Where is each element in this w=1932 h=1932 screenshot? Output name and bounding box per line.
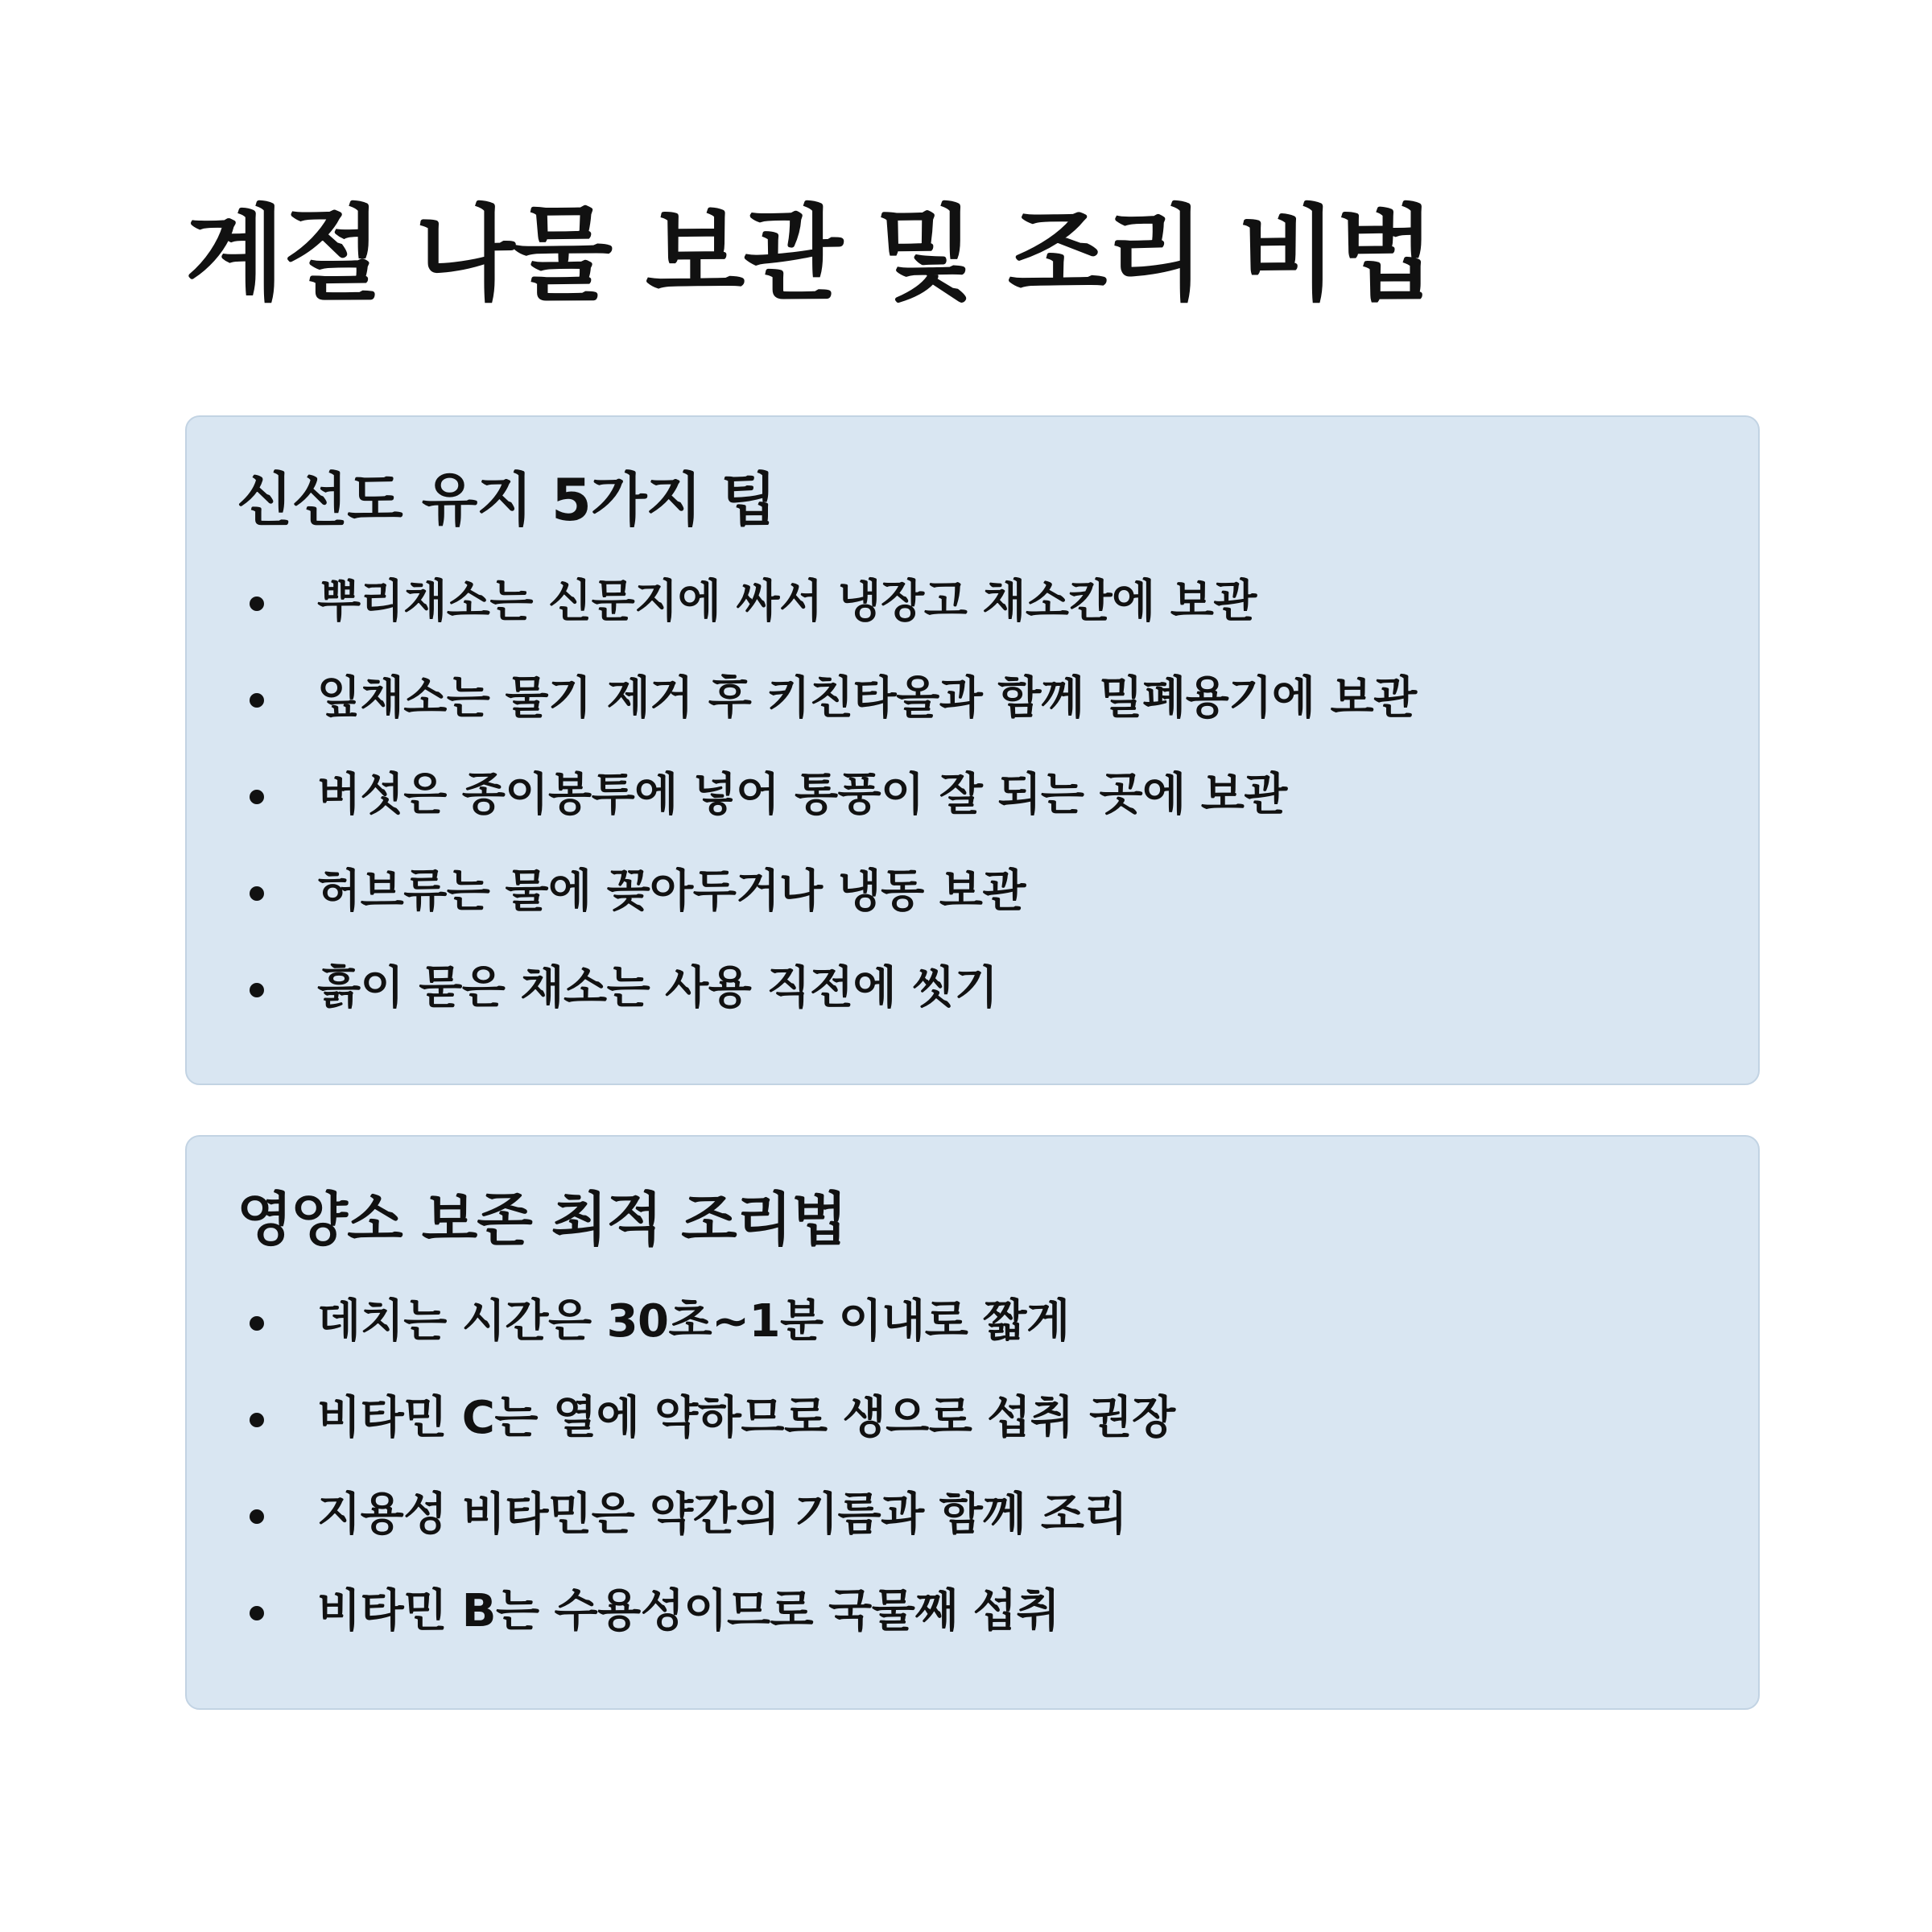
bullet-icon bbox=[250, 693, 264, 708]
bullet-icon bbox=[250, 1606, 264, 1620]
freshness-tips-heading: 신선도 유지 5가지 팁 bbox=[237, 465, 776, 534]
page-title: 계절 나물 보관 및 조리 비법 bbox=[185, 195, 1434, 315]
nutrient-cooking-list bbox=[237, 1274, 1708, 1660]
list-item-text: 허브류는 물에 꽂아두거나 냉동 보관 bbox=[317, 865, 1026, 918]
document-page bbox=[185, 193, 1760, 1710]
bullet-icon bbox=[250, 790, 264, 804]
list-item bbox=[237, 1467, 1708, 1563]
bullet-icon bbox=[250, 597, 264, 611]
bullet-icon bbox=[250, 983, 264, 997]
list-item-text: 지용성 비타민은 약간의 기름과 함께 조리 bbox=[317, 1488, 1128, 1541]
freshness-tips-list bbox=[237, 554, 1708, 1037]
list-item bbox=[237, 747, 1708, 844]
bullet-icon bbox=[250, 886, 264, 901]
list-item bbox=[237, 650, 1708, 747]
bullet-icon bbox=[250, 1316, 264, 1331]
list-item bbox=[237, 1563, 1708, 1660]
freshness-tips-card bbox=[185, 415, 1760, 1085]
list-item bbox=[237, 554, 1708, 650]
list-item-text: 데치는 시간은 30초~1분 이내로 짧게 bbox=[317, 1294, 1070, 1348]
nutrient-cooking-card bbox=[185, 1135, 1760, 1710]
list-item bbox=[237, 940, 1708, 1037]
list-item-text: 버섯은 종이봉투에 넣어 통풍이 잘 되는 곳에 보관 bbox=[317, 768, 1287, 821]
list-item bbox=[237, 1274, 1708, 1370]
list-item bbox=[237, 844, 1708, 940]
list-item-text: 비타민 C는 열에 약하므로 생으로 섭취 권장 bbox=[317, 1391, 1175, 1444]
list-item-text: 잎채소는 물기 제거 후 키친타올과 함께 밀폐용기에 보관 bbox=[317, 671, 1417, 724]
list-item-text: 비타민 B는 수용성이므로 국물째 섭취 bbox=[317, 1584, 1060, 1637]
nutrient-cooking-heading: 영양소 보존 최적 조리법 bbox=[237, 1185, 847, 1253]
list-item bbox=[237, 1370, 1708, 1467]
bullet-icon bbox=[250, 1509, 264, 1524]
list-item-text: 뿌리채소는 신문지에 싸서 냉장고 채소칸에 보관 bbox=[317, 575, 1257, 628]
bullet-icon bbox=[250, 1413, 264, 1427]
list-item-text: 흙이 묻은 채소는 사용 직전에 씻기 bbox=[317, 961, 998, 1014]
